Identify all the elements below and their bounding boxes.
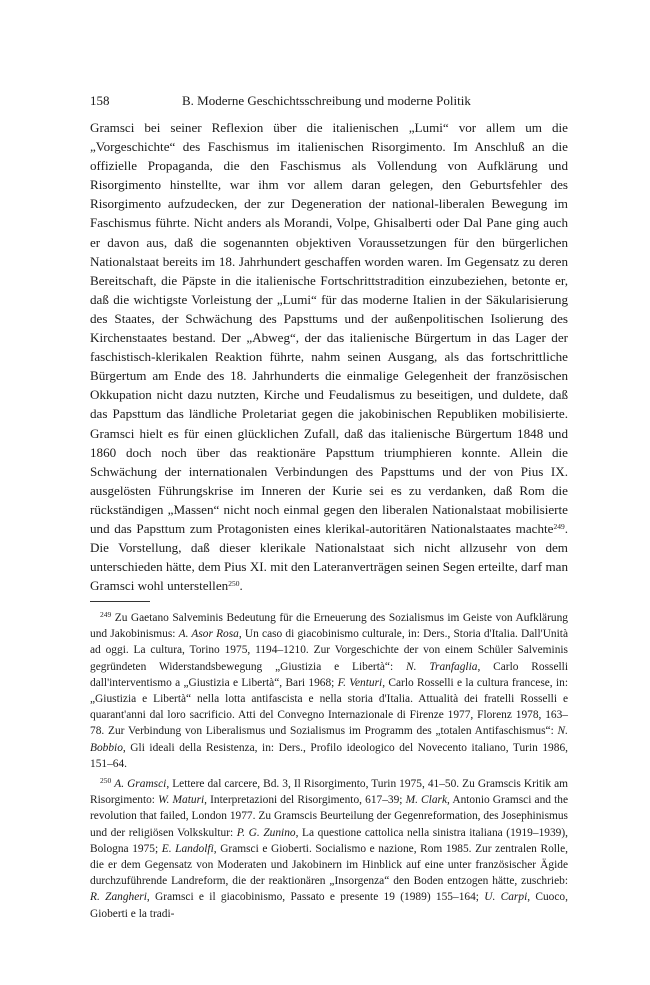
running-title: B. Moderne Geschichtsschreibung und moderne Politik (182, 93, 471, 108)
page-number: 158 (90, 93, 110, 108)
footnote-text: , Lettere dal carcere, Bd. 3, Il Risorgimento, Turin 1975, 41–50. Zu Gramscis Kritik am Risorgimento: (90, 778, 568, 807)
footnote-author: R. Zangheri (90, 891, 147, 904)
body-text: Gramsci bei seiner Reflexion über die italienischen „Lumi“ vor allem um die „Vorgeschichte“ des Faschismus im italienischen Risorgimento. Im Anschluß an die offizielle Propaganda, die den Faschismus als Vollendung von Aufklärung und Risorgimento hinstellte, war ihm vor allem daran gelegen, den Geburtsfehler des Risorgimento aufzudecken, der zur Degeneration der national-liberalen Bewegung im Faschismus führte. Nicht anders als Morandi, Volpe, Ghisalberti oder Dal Pane ging auch er davon aus, daß die sogenannten objektiven Voraussetzungen für den bürgerlichen Nationalstaat bereits im 18. Jahrhundert geschaffen worden waren. Im Gegensatz zu deren Bereitschaft, die Päpste in die italienische Fortschrittstradition einzubeziehen, betonte er, daß die wichtigste Vorleistung der „Lumi“ für das moderne Italien in der Säkularisierung des Staates, der Schwächung des Papsttums und der außenpolitischen Isolierung des Kirchenstaates bestand. Der „Abweg“, der das italienische Bürgertum in das Lager der faschistisch-klerikalen Reaktion führte, nahm seinen Ausgang, als das fortschrittliche Bürgertum am Ende des 18. Jahrhunderts die einmalige Gelegenheit der französischen Okkupation nicht dazu nutzten, Kirche und Feudalismus zu beseitigen, und duldete, daß das Papsttum das ländliche Proletariat gegen die jakobinischen Republiken mobilisierte. Gramsci hielt es für einen glücklichen Zufall, daß das italienische Bürgertum 1848 und 1860 doch noch über das reaktionäre Papsttum triumphieren konnte. Allein die Schwächung der internationalen Verbindungen des Papsttums und der von Pius IX. ausgelösten Führungskrise im Inneren der Kurie sei es zu verdanken, daß Rom die rückständigen „Massen“ nicht noch einmal gegen den liberalen Nationalstaat mobilisierte und das Papsttum zum Protagonisten eines klerikal-autoritären Nationalstaates machte (90, 120, 568, 536)
footnote-text: , Cuoco, Gioberti e la tradi- (90, 891, 568, 920)
footnote-ref-249[interactable]: 249 (553, 521, 565, 531)
footnote-text: , Carlo Rosselli dall'interventismo a „Giustizia e Libertà“, Bari 1968; (90, 660, 569, 689)
footnote-author: N. Tranfaglia (406, 660, 478, 673)
body-text: . (239, 578, 243, 594)
footnote-text: , Un caso di giacobinismo culturale, in: Ders., Storia d'Italia. Dall'Unità ad oggi. La cultura, Torino 1975, 1194–1210. Zur Vorgeschichte der von einem Schüler Salveminis gegründeten Widerstandsbewegung „Giustizia e Libertà“: (90, 628, 568, 673)
body-paragraph (90, 118, 568, 595)
footnote-author: N. Bobbio (90, 725, 568, 754)
footnote-text: , Gramsci e il giacobinismo, Passato e presente 19 (1989) 155–164; (146, 891, 485, 904)
footnote-author: F. Venturi (337, 676, 383, 689)
main-text (90, 118, 568, 595)
footnote-text: Zu Gaetano Salveminis Bedeutung für die Erneuerung des Sozialismus im Geiste von Aufklärung und Jakobinismus: (90, 612, 568, 641)
running-header (90, 93, 568, 109)
footnote-author: M. Clark (405, 794, 447, 807)
footnote-author: A. Gramsci (114, 778, 167, 791)
footnote-text: , Interpretazioni del Risorgimento, 617–39; (204, 794, 406, 807)
footnote-rule (90, 601, 150, 602)
footnote-ref-250[interactable]: 250 (228, 579, 240, 589)
footnotes (90, 610, 568, 926)
footnote-number: 249 (100, 610, 112, 619)
footnote-250 (90, 776, 568, 922)
footnote-text: , Gli ideali della Resistenza, in: Ders., Profilo ideologico del Novecento italiano, Turin 1986, 151–64. (90, 741, 568, 770)
footnote-author: A. Asor Rosa (178, 628, 239, 641)
footnote-author: E. Landolfi (161, 842, 214, 855)
footnote-author: U. Carpi (484, 891, 528, 904)
footnote-249 (90, 610, 568, 772)
footnote-author: P. G. Zunino (236, 826, 296, 839)
footnote-author: W. Maturi (158, 794, 205, 807)
body-text: . Die Vorstellung, daß dieser klerikale Nationalstaat sich nicht allzusehr von dem unterschieden hätte, dem Pius XI. mit den Lateranverträgen seinen Segen erteilte, darf man Gramsci wohl unterstellen (90, 520, 568, 594)
footnote-text: , Carlo Rosselli e la cultura francese, in: „Giustizia e Libertà“ nella lotta antifascista e nella storia d'Italia. Attualità dei fratelli Rosselli e quarant'anni dal loro sacrificio. Atti del Convegno Internazionale di Firenze 1977, Florenz 1978, 163–78. Zur Verbindung von Liberalismus und Sozialismus im Programm des „totalen Antifaschismus“: (90, 676, 568, 738)
footnote-text: , La questione cattolica nella sinistra italiana (1919–1939), Bologna 1975; (90, 826, 568, 855)
footnote-text: , Antonio Gramsci and the revolution that failed, London 1977. Zu Gramscis Beurteilung der Gegenreformation, des Josephinismus und der religiösen Volkskultur: (90, 794, 568, 839)
footnote-number: 250 (100, 776, 112, 786)
footnote-text: , Gramsci e Gioberti. Socialismo e nazione, Rom 1985. Zur zentralen Rolle, die er dem Gegensatz von Moderaten und Jakobinern im Hinblick auf eine unter französischer Ägide durchzuführende Landreform, die der reaktionären „Insorgenza“ den Boden entzogen hätte, zuschrieb: (90, 842, 568, 888)
